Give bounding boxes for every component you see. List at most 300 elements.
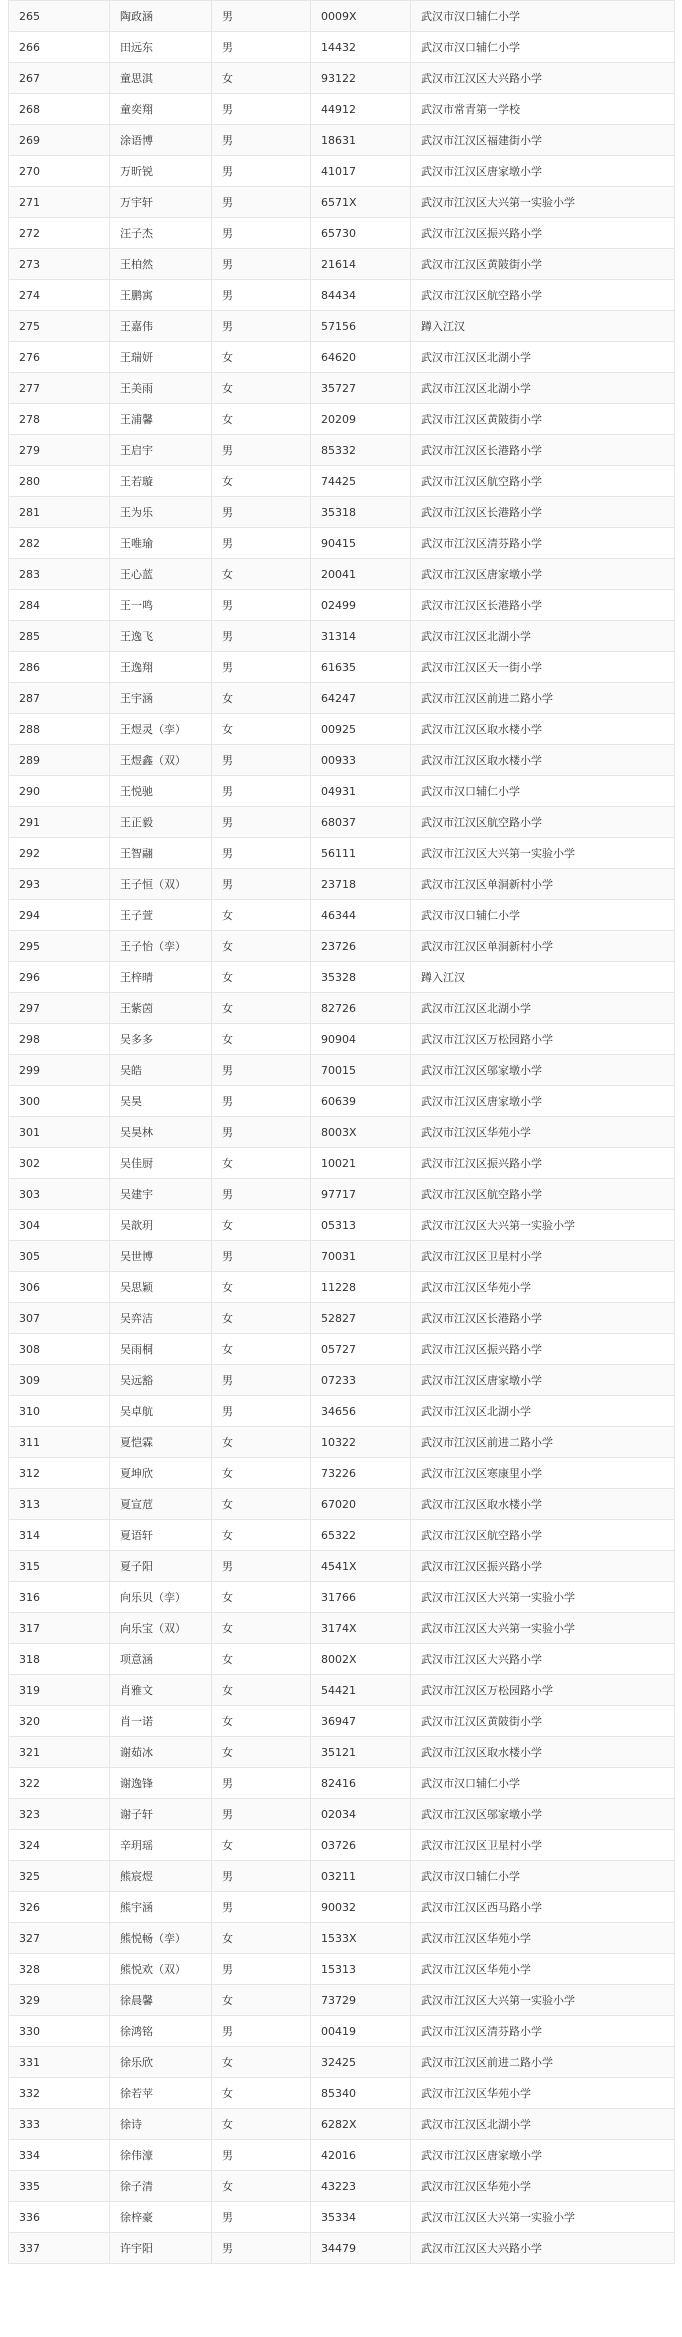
cell-code: 46344 (311, 900, 411, 931)
cell-school: 武汉市江汉区华苑小学 (411, 1272, 675, 1303)
cell-name: 吴远豁 (110, 1365, 212, 1396)
cell-name: 陶政涵 (110, 1, 212, 32)
cell-no: 267 (9, 63, 110, 94)
cell-no: 287 (9, 683, 110, 714)
cell-code: 1533X (311, 1923, 411, 1954)
cell-school: 武汉市江汉区取水楼小学 (411, 745, 675, 776)
cell-gender: 男 (212, 2202, 311, 2233)
cell-name: 徐鸿铭 (110, 2016, 212, 2047)
table-row (9, 1055, 675, 1086)
cell-name: 王梓晴 (110, 962, 212, 993)
cell-code: 03726 (311, 1830, 411, 1861)
cell-school: 武汉市江汉区西马路小学 (411, 1892, 675, 1923)
table-row (9, 1241, 675, 1272)
cell-no: 271 (9, 187, 110, 218)
cell-no: 330 (9, 2016, 110, 2047)
table-row (9, 1365, 675, 1396)
cell-school: 武汉市江汉区华苑小学 (411, 2171, 675, 2202)
cell-code: 90032 (311, 1892, 411, 1923)
cell-gender: 男 (212, 1892, 311, 1923)
cell-name: 徐伟濠 (110, 2140, 212, 2171)
table-row (9, 962, 675, 993)
cell-name: 熊宸煜 (110, 1861, 212, 1892)
cell-code: 34479 (311, 2233, 411, 2264)
cell-code: 35328 (311, 962, 411, 993)
cell-name: 王一鸣 (110, 590, 212, 621)
cell-gender: 男 (212, 32, 311, 63)
cell-code: 84434 (311, 280, 411, 311)
cell-name: 王美雨 (110, 373, 212, 404)
cell-no: 301 (9, 1117, 110, 1148)
cell-no: 313 (9, 1489, 110, 1520)
cell-school: 武汉市江汉区航空路小学 (411, 466, 675, 497)
cell-no: 337 (9, 2233, 110, 2264)
cell-name: 吴多多 (110, 1024, 212, 1055)
cell-name: 王鹏寓 (110, 280, 212, 311)
cell-school: 武汉市江汉区北湖小学 (411, 2109, 675, 2140)
cell-name: 吴皓 (110, 1055, 212, 1086)
cell-school: 武汉市江汉区大兴第一实验小学 (411, 1582, 675, 1613)
cell-no: 281 (9, 497, 110, 528)
cell-code: 54421 (311, 1675, 411, 1706)
table-row (9, 900, 675, 931)
cell-name: 万昕锐 (110, 156, 212, 187)
cell-school: 武汉市江汉区唐家墩小学 (411, 156, 675, 187)
cell-code: 44912 (311, 94, 411, 125)
cell-gender: 女 (212, 1675, 311, 1706)
cell-no: 309 (9, 1365, 110, 1396)
cell-gender: 男 (212, 1551, 311, 1582)
cell-no: 291 (9, 807, 110, 838)
table-row (9, 94, 675, 125)
cell-no: 324 (9, 1830, 110, 1861)
cell-no: 268 (9, 94, 110, 125)
cell-school: 武汉市江汉区长港路小学 (411, 435, 675, 466)
cell-no: 298 (9, 1024, 110, 1055)
table-row (9, 1613, 675, 1644)
cell-code: 70015 (311, 1055, 411, 1086)
cell-gender: 男 (212, 1179, 311, 1210)
cell-no: 314 (9, 1520, 110, 1551)
table-row (9, 1179, 675, 1210)
table-row (9, 1086, 675, 1117)
cell-school: 武汉市江汉区大兴路小学 (411, 2233, 675, 2264)
table-row (9, 125, 675, 156)
cell-no: 289 (9, 745, 110, 776)
table-row (9, 1892, 675, 1923)
cell-code: 52827 (311, 1303, 411, 1334)
cell-no: 283 (9, 559, 110, 590)
cell-code: 00933 (311, 745, 411, 776)
cell-gender: 男 (212, 2016, 311, 2047)
cell-code: 23718 (311, 869, 411, 900)
cell-school: 武汉市江汉区清芬路小学 (411, 528, 675, 559)
cell-no: 275 (9, 311, 110, 342)
cell-no: 312 (9, 1458, 110, 1489)
cell-no: 297 (9, 993, 110, 1024)
table-row (9, 1520, 675, 1551)
table-row (9, 466, 675, 497)
cell-school: 武汉市江汉区大兴第一实验小学 (411, 2202, 675, 2233)
cell-code: 4541X (311, 1551, 411, 1582)
table-row (9, 621, 675, 652)
cell-school: 武汉市江汉区北湖小学 (411, 621, 675, 652)
cell-gender: 女 (212, 1520, 311, 1551)
table-row (9, 1923, 675, 1954)
table-row (9, 1799, 675, 1830)
cell-school: 武汉市江汉区长港路小学 (411, 590, 675, 621)
cell-code: 97717 (311, 1179, 411, 1210)
cell-gender: 女 (212, 404, 311, 435)
cell-gender: 女 (212, 1613, 311, 1644)
cell-no: 308 (9, 1334, 110, 1365)
cell-code: 61635 (311, 652, 411, 683)
cell-gender: 女 (212, 2109, 311, 2140)
cell-name: 谢子轩 (110, 1799, 212, 1830)
cell-school: 武汉市江汉区振兴路小学 (411, 218, 675, 249)
cell-no: 279 (9, 435, 110, 466)
cell-code: 3174X (311, 1613, 411, 1644)
cell-no: 307 (9, 1303, 110, 1334)
cell-name: 王嘉伟 (110, 311, 212, 342)
cell-no: 282 (9, 528, 110, 559)
table-row (9, 683, 675, 714)
cell-no: 325 (9, 1861, 110, 1892)
cell-code: 65322 (311, 1520, 411, 1551)
cell-code: 07233 (311, 1365, 411, 1396)
cell-no: 302 (9, 1148, 110, 1179)
table-row (9, 2233, 675, 2264)
cell-gender: 男 (212, 776, 311, 807)
cell-name: 吴佳厨 (110, 1148, 212, 1179)
cell-name: 王宇涵 (110, 683, 212, 714)
table-row (9, 993, 675, 1024)
table-row (9, 1954, 675, 1985)
table-row (9, 497, 675, 528)
cell-gender: 男 (212, 528, 311, 559)
cell-name: 吴卓航 (110, 1396, 212, 1427)
table-row (9, 559, 675, 590)
cell-name: 童思淇 (110, 63, 212, 94)
cell-no: 304 (9, 1210, 110, 1241)
cell-name: 许宇阳 (110, 2233, 212, 2264)
cell-name: 王子怡（孪） (110, 931, 212, 962)
cell-school: 武汉市江汉区长港路小学 (411, 497, 675, 528)
cell-name: 吴昊林 (110, 1117, 212, 1148)
cell-code: 67020 (311, 1489, 411, 1520)
cell-name: 徐乐欣 (110, 2047, 212, 2078)
cell-no: 295 (9, 931, 110, 962)
table-row (9, 1303, 675, 1334)
cell-name: 熊宇涵 (110, 1892, 212, 1923)
cell-code: 90904 (311, 1024, 411, 1055)
cell-gender: 女 (212, 63, 311, 94)
table-row (9, 869, 675, 900)
cell-school: 武汉市江汉区航空路小学 (411, 807, 675, 838)
cell-name: 夏宣苊 (110, 1489, 212, 1520)
cell-gender: 男 (212, 807, 311, 838)
table-row (9, 652, 675, 683)
cell-code: 82416 (311, 1768, 411, 1799)
cell-code: 35727 (311, 373, 411, 404)
cell-no: 332 (9, 2078, 110, 2109)
cell-gender: 男 (212, 187, 311, 218)
cell-gender: 女 (212, 1303, 311, 1334)
cell-gender: 女 (212, 1644, 311, 1675)
cell-code: 34656 (311, 1396, 411, 1427)
cell-school: 武汉市江汉区邬家墩小学 (411, 1799, 675, 1830)
cell-no: 280 (9, 466, 110, 497)
cell-name: 夏坤欣 (110, 1458, 212, 1489)
cell-name: 汪子杰 (110, 218, 212, 249)
cell-gender: 女 (212, 1458, 311, 1489)
cell-name: 吴雨桐 (110, 1334, 212, 1365)
cell-school: 武汉市江汉区大兴第一实验小学 (411, 1985, 675, 2016)
cell-gender: 女 (212, 962, 311, 993)
cell-gender: 男 (212, 621, 311, 652)
cell-name: 王智翮 (110, 838, 212, 869)
cell-school: 武汉市江汉区航空路小学 (411, 1520, 675, 1551)
cell-name: 吴建宇 (110, 1179, 212, 1210)
cell-name: 辛玥瑶 (110, 1830, 212, 1861)
cell-code: 20041 (311, 559, 411, 590)
cell-name: 万宇轩 (110, 187, 212, 218)
cell-no: 277 (9, 373, 110, 404)
cell-code: 04931 (311, 776, 411, 807)
cell-gender: 女 (212, 1334, 311, 1365)
cell-school: 武汉市江汉区北湖小学 (411, 342, 675, 373)
cell-name: 吴昊 (110, 1086, 212, 1117)
cell-name: 王瑞妍 (110, 342, 212, 373)
cell-no: 274 (9, 280, 110, 311)
cell-school: 武汉市江汉区大兴第一实验小学 (411, 1210, 675, 1241)
cell-code: 60639 (311, 1086, 411, 1117)
cell-school: 武汉市江汉区大兴路小学 (411, 1644, 675, 1675)
cell-gender: 女 (212, 683, 311, 714)
cell-gender: 男 (212, 1055, 311, 1086)
table-row (9, 1148, 675, 1179)
cell-code: 10021 (311, 1148, 411, 1179)
cell-name: 谢逸锋 (110, 1768, 212, 1799)
cell-school: 武汉市江汉区取水楼小学 (411, 1489, 675, 1520)
table-row (9, 1272, 675, 1303)
cell-no: 285 (9, 621, 110, 652)
table-row (9, 1024, 675, 1055)
cell-no: 335 (9, 2171, 110, 2202)
cell-school: 武汉市江汉区华苑小学 (411, 1954, 675, 1985)
cell-gender: 女 (212, 1489, 311, 1520)
cell-name: 王悦驰 (110, 776, 212, 807)
cell-no: 316 (9, 1582, 110, 1613)
cell-school: 武汉市江汉区北湖小学 (411, 373, 675, 404)
cell-code: 03211 (311, 1861, 411, 1892)
cell-no: 294 (9, 900, 110, 931)
table-row (9, 714, 675, 745)
cell-school: 武汉市江汉区北湖小学 (411, 1396, 675, 1427)
cell-gender: 男 (212, 1086, 311, 1117)
cell-code: 31766 (311, 1582, 411, 1613)
table-row (9, 435, 675, 466)
cell-name: 王煜鑫（双） (110, 745, 212, 776)
cell-gender: 男 (212, 311, 311, 342)
cell-no: 296 (9, 962, 110, 993)
cell-school: 武汉市江汉区寒康里小学 (411, 1458, 675, 1489)
cell-code: 6571X (311, 187, 411, 218)
cell-code: 85340 (311, 2078, 411, 2109)
cell-code: 65730 (311, 218, 411, 249)
cell-gender: 女 (212, 1427, 311, 1458)
cell-name: 王逸飞 (110, 621, 212, 652)
cell-code: 74425 (311, 466, 411, 497)
cell-code: 42016 (311, 2140, 411, 2171)
cell-school: 武汉市汉口辅仁小学 (411, 1861, 675, 1892)
table-row (9, 1675, 675, 1706)
cell-code: 31314 (311, 621, 411, 652)
table-row (9, 931, 675, 962)
cell-school: 武汉市江汉区大兴第一实验小学 (411, 1613, 675, 1644)
table-row (9, 2202, 675, 2233)
cell-no: 272 (9, 218, 110, 249)
cell-name: 肖雅文 (110, 1675, 212, 1706)
table-row (9, 1427, 675, 1458)
cell-no: 292 (9, 838, 110, 869)
cell-code: 56111 (311, 838, 411, 869)
table-row (9, 156, 675, 187)
cell-name: 王正毅 (110, 807, 212, 838)
cell-school: 武汉市汉口辅仁小学 (411, 776, 675, 807)
cell-gender: 男 (212, 838, 311, 869)
cell-school: 武汉市江汉区航空路小学 (411, 280, 675, 311)
cell-name: 王浦馨 (110, 404, 212, 435)
cell-no: 290 (9, 776, 110, 807)
cell-code: 02499 (311, 590, 411, 621)
cell-gender: 女 (212, 466, 311, 497)
table-row (9, 1768, 675, 1799)
table-row (9, 838, 675, 869)
cell-gender: 男 (212, 1241, 311, 1272)
cell-no: 300 (9, 1086, 110, 1117)
cell-school: 武汉市江汉区福建街小学 (411, 125, 675, 156)
cell-no: 333 (9, 2109, 110, 2140)
cell-no: 336 (9, 2202, 110, 2233)
cell-code: 14432 (311, 32, 411, 63)
cell-gender: 男 (212, 125, 311, 156)
cell-school: 武汉市江汉区大兴路小学 (411, 63, 675, 94)
table-row (9, 404, 675, 435)
cell-school: 武汉市江汉区取水楼小学 (411, 714, 675, 745)
cell-no: 331 (9, 2047, 110, 2078)
table-row (9, 2171, 675, 2202)
cell-gender: 男 (212, 218, 311, 249)
cell-name: 徐若苹 (110, 2078, 212, 2109)
cell-gender: 女 (212, 1985, 311, 2016)
table-row (9, 1, 675, 32)
cell-school: 武汉市汉口辅仁小学 (411, 1768, 675, 1799)
cell-name: 项意涵 (110, 1644, 212, 1675)
cell-no: 321 (9, 1737, 110, 1768)
cell-name: 王若璇 (110, 466, 212, 497)
cell-school: 武汉市江汉区前进二路小学 (411, 683, 675, 714)
cell-gender: 男 (212, 652, 311, 683)
cell-code: 18631 (311, 125, 411, 156)
table-body (9, 1, 675, 2264)
cell-name: 王为乐 (110, 497, 212, 528)
table-row (9, 1582, 675, 1613)
cell-name: 向乐宝（双） (110, 1613, 212, 1644)
table-row (9, 218, 675, 249)
cell-school: 武汉市江汉区前进二路小学 (411, 1427, 675, 1458)
cell-school: 蹲入江汉 (411, 962, 675, 993)
cell-no: 327 (9, 1923, 110, 1954)
table-row (9, 1396, 675, 1427)
table-row (9, 1489, 675, 1520)
cell-school: 武汉市江汉区万松园路小学 (411, 1675, 675, 1706)
table-row (9, 1210, 675, 1241)
cell-gender: 男 (212, 2140, 311, 2171)
cell-name: 王煜灵（孪） (110, 714, 212, 745)
table-row (9, 745, 675, 776)
cell-gender: 男 (212, 869, 311, 900)
table-row (9, 2109, 675, 2140)
cell-name: 涂语博 (110, 125, 212, 156)
cell-name: 王唯瑜 (110, 528, 212, 559)
cell-code: 73226 (311, 1458, 411, 1489)
cell-code: 05313 (311, 1210, 411, 1241)
cell-name: 王子恒（双） (110, 869, 212, 900)
cell-no: 299 (9, 1055, 110, 1086)
cell-code: 02034 (311, 1799, 411, 1830)
cell-name: 夏子阳 (110, 1551, 212, 1582)
table-row (9, 528, 675, 559)
cell-school: 武汉市江汉区唐家墩小学 (411, 559, 675, 590)
cell-no: 320 (9, 1706, 110, 1737)
cell-name: 王紫茵 (110, 993, 212, 1024)
cell-code: 35318 (311, 497, 411, 528)
cell-gender: 女 (212, 993, 311, 1024)
cell-name: 夏语轩 (110, 1520, 212, 1551)
cell-code: 8003X (311, 1117, 411, 1148)
table-row (9, 342, 675, 373)
cell-gender: 男 (212, 1, 311, 32)
table-row (9, 2140, 675, 2171)
table-row (9, 1644, 675, 1675)
student-table (8, 0, 675, 2264)
cell-code: 35334 (311, 2202, 411, 2233)
cell-school: 武汉市江汉区航空路小学 (411, 1179, 675, 1210)
cell-no: 329 (9, 1985, 110, 2016)
table-row (9, 1458, 675, 1489)
cell-code: 85332 (311, 435, 411, 466)
cell-gender: 女 (212, 931, 311, 962)
cell-gender: 男 (212, 280, 311, 311)
cell-school: 武汉市汉口辅仁小学 (411, 1, 675, 32)
cell-school: 武汉市江汉区万松园路小学 (411, 1024, 675, 1055)
cell-school: 武汉市江汉区唐家墩小学 (411, 2140, 675, 2171)
table-row (9, 1830, 675, 1861)
cell-school: 武汉市江汉区华苑小学 (411, 2078, 675, 2109)
cell-school: 武汉市汉口辅仁小学 (411, 900, 675, 931)
cell-school: 武汉市江汉区天一街小学 (411, 652, 675, 683)
cell-gender: 女 (212, 1737, 311, 1768)
cell-name: 王心蓝 (110, 559, 212, 590)
cell-school: 武汉市江汉区邬家墩小学 (411, 1055, 675, 1086)
cell-gender: 男 (212, 1861, 311, 1892)
cell-no: 278 (9, 404, 110, 435)
cell-code: 23726 (311, 931, 411, 962)
table-row (9, 1985, 675, 2016)
cell-name: 王启宇 (110, 435, 212, 466)
cell-name: 吴世博 (110, 1241, 212, 1272)
